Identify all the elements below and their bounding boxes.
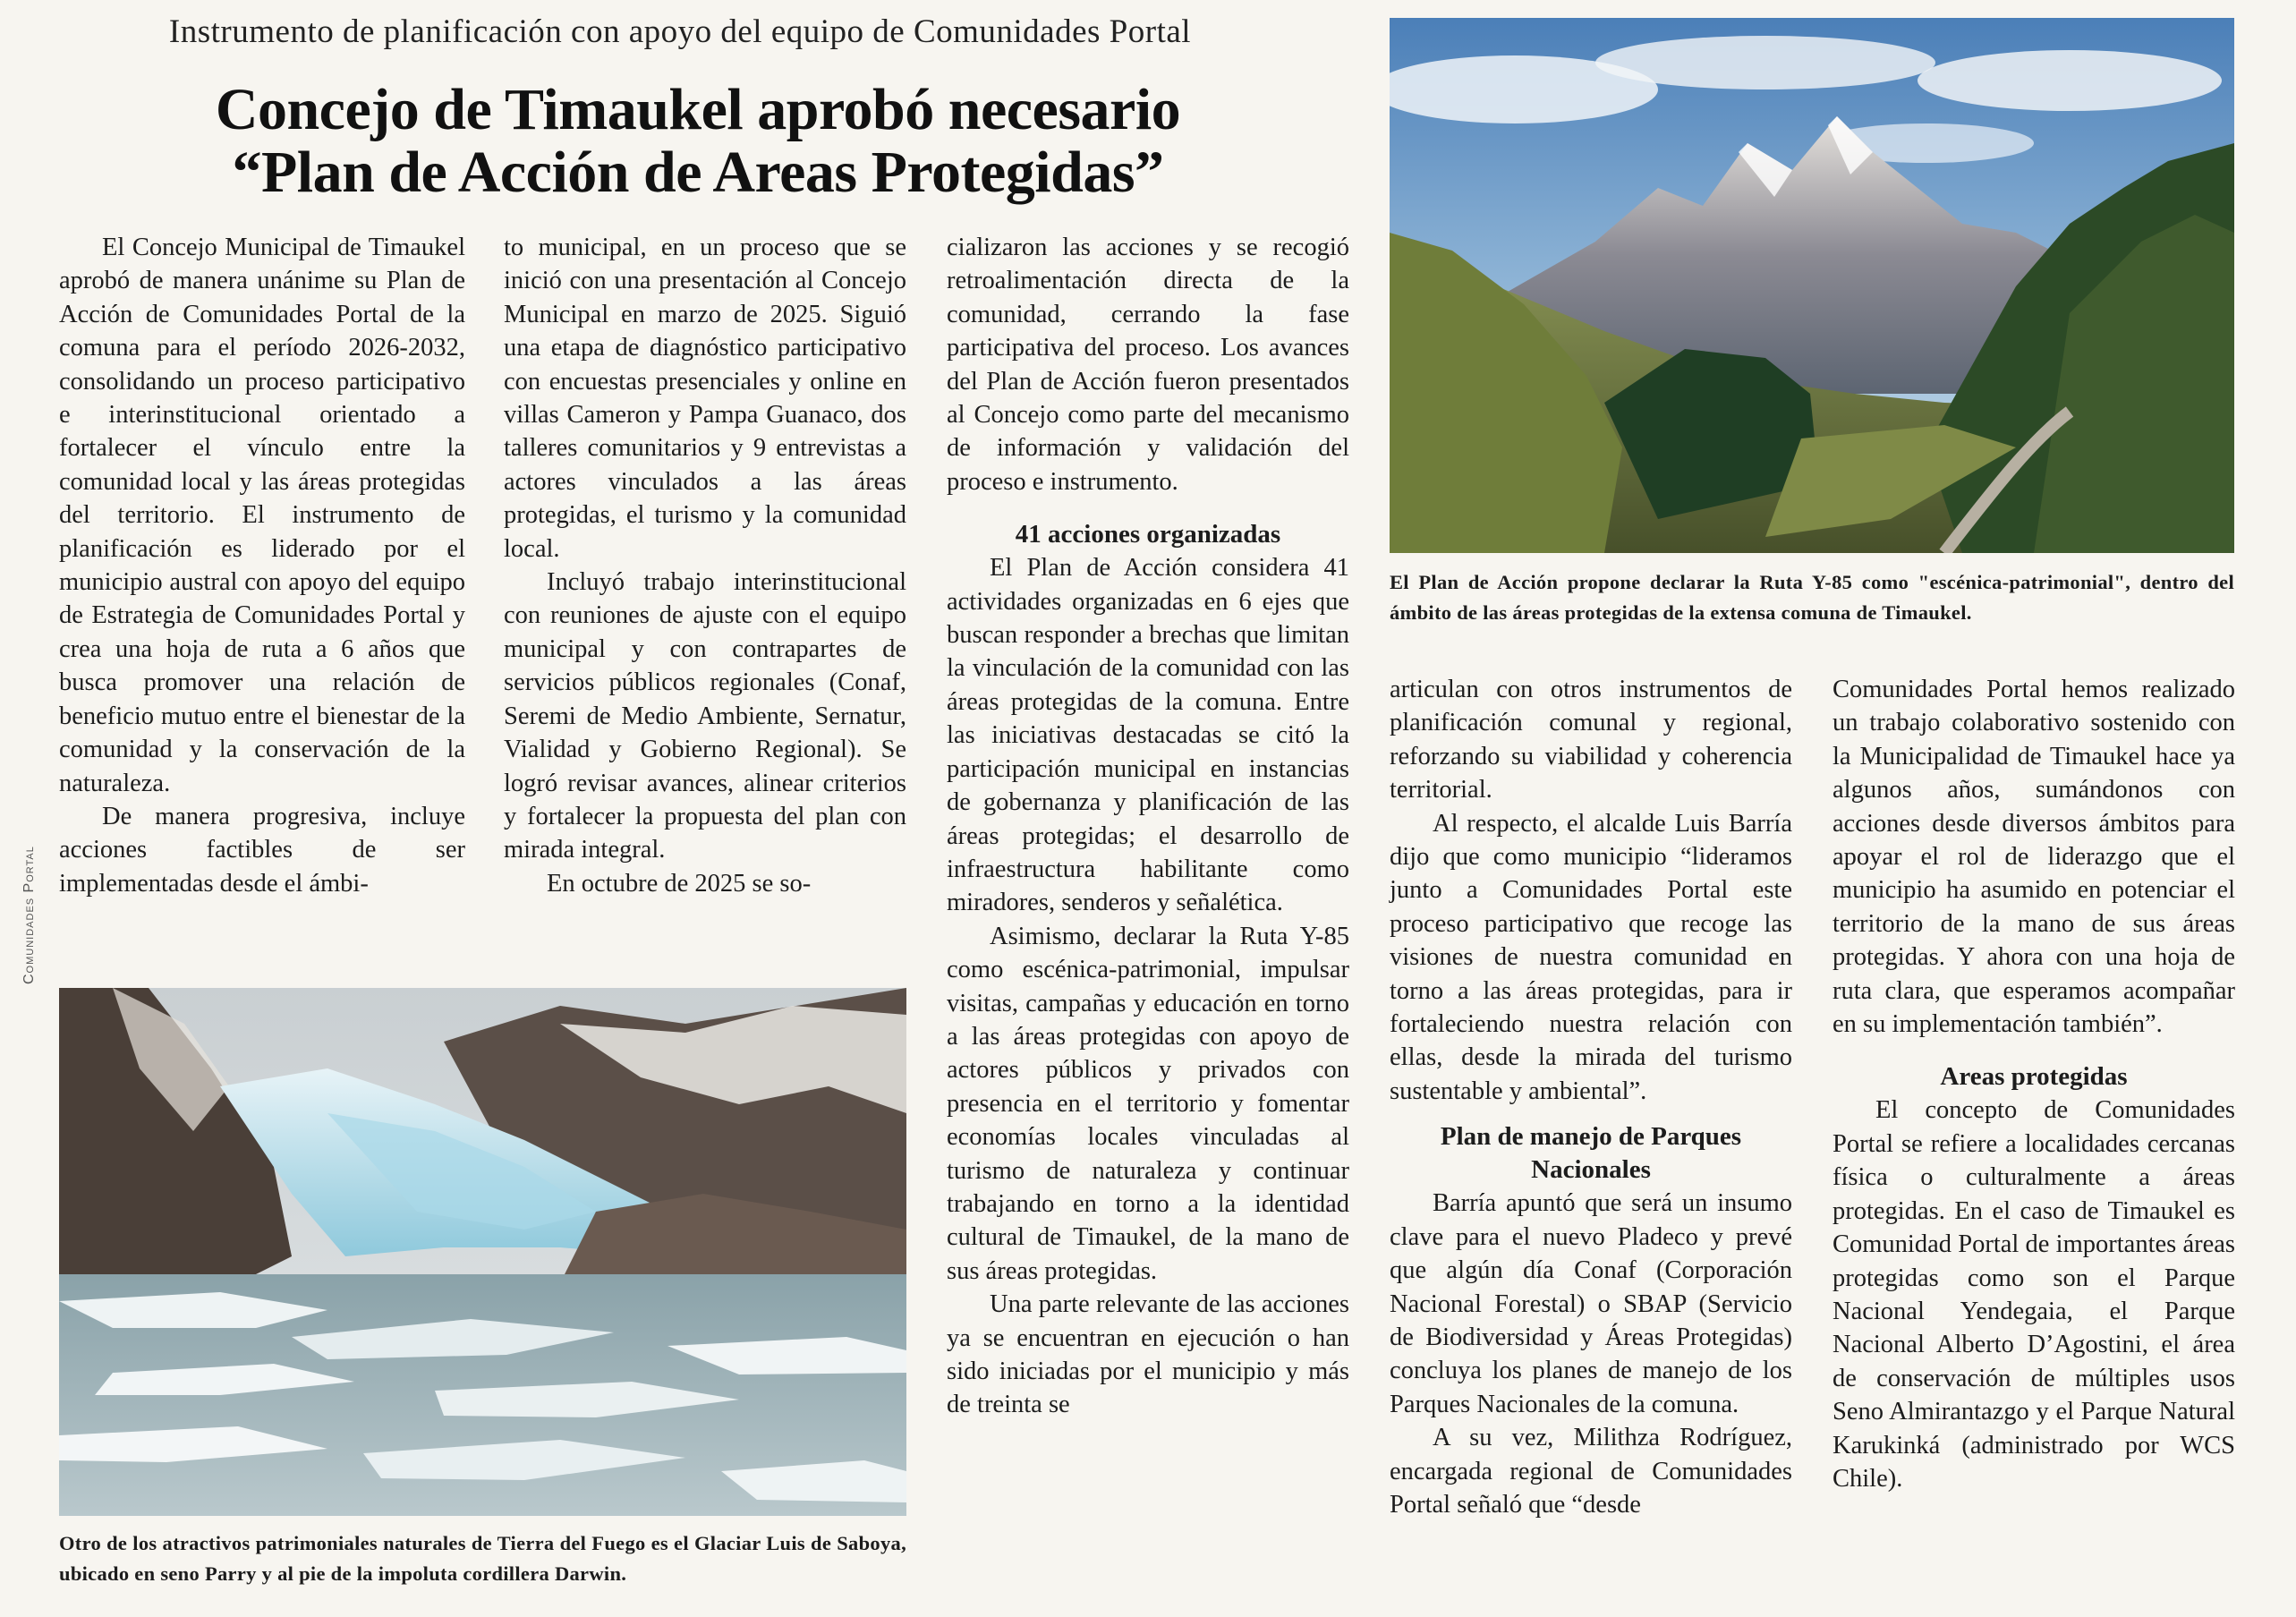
- glacier-image: [59, 988, 906, 1516]
- paragraph: El Concejo Municipal de Timaukel aprobó de manera unánime su Plan de Acción de Comunidades Portal de la comuna para el período 2026-2032, consolidando un proceso participativo e interinstitucional orientado a fortalecer el vínculo entre la comunidad local y las áreas protegidas del territorio. El instrumento de planificación es liderado por el municipio austral con apoyo del equipo de Estrategia de Comunidades Portal y crea una hoja de ruta a 6 años que busca promover una relación de beneficio mutuo entre el bienestar de la comunidad y la conservación de la naturaleza.: [59, 234, 465, 797]
- paragraph: articulan con otros instrumentos de planificación comunal y regional, reforzando su viabilidad y coherencia territorial.: [1390, 676, 1792, 804]
- paragraph: Incluyó trabajo interinstitucional con reuniones de ajuste con el equipo municipal y con contrapartes de servicios públicos regionales (Conaf, Seremi de Medio Ambiente, Sernatur, Vialidad y Gobierno Regional). Se logró revisar avances, alinear criterios y fortalecer la propuesta del plan con mirada integral.: [504, 568, 906, 864]
- glacier-photo: [59, 988, 906, 1516]
- glacier-photo-caption: Otro de los atractivos patrimoniales naturales de Tierra del Fuego es el Glaciar Luis de Saboya, ubicado en seno Parry y al pie de la impoluta cordillera Darwin.: [59, 1532, 906, 1585]
- paragraph: De manera progresiva, incluye acciones factibles de ser implementadas desde el ámbi-: [59, 802, 465, 898]
- paragraph: Al respecto, el alcalde Luis Barría dijo que como municipio “lideramos junto a Comunidades Portal este proceso participativo que recoge las visiones de nuestra comunidad en torno a las áreas protegidas, para ir fortaleciendo nuestra relación con ellas, desde la mirada del turismo sustentable y ambiental”.: [1390, 809, 1792, 1105]
- column-3: [947, 231, 1349, 1422]
- paragraph: Barría apuntó que será un insumo clave para el nuevo Pladeco y prevé que algún día Conaf (Corporación Nacional Forestal) o SBAP (Servicio de Biodiversidad y Áreas Protegidas) concluya los planes de manejo de los Parques Nacionales de la comuna.: [1390, 1189, 1792, 1418]
- column-1: [59, 231, 465, 900]
- column-5: [1833, 673, 2235, 1495]
- paragraph: El Plan de Acción considera 41 actividades organizadas en 6 ejes que buscan responder a brechas que limitan la vinculación de la comunidad con las áreas protegidas de la comuna. Entre las iniciativas destacadas se citó la participación municipal en instancias de gobernanza y planificación de las áreas protegidas; el desarrollo de infraestructura habilitante como miradores, senderos y señalética.: [947, 554, 1349, 917]
- section-heading: Areas protegidas: [1940, 1062, 2128, 1092]
- section-heading: 41 acciones organizadas: [1015, 520, 1281, 549]
- paragraph: to municipal, en un proceso que se inició con una presentación al Concejo Municipal en marzo de 2025. Siguió una etapa de diagnóstico participativo con encuestas presenciales y online en villas Cameron y Pampa Guanaco, dos talleres comunitarios y 9 entrevistas a actores vinculados a las áreas protegidas, el turismo y la comunidad local.: [504, 234, 906, 563]
- paragraph: En octubre de 2025 se so-: [547, 869, 812, 898]
- mountain-photo-caption: El Plan de Acción propone declarar la Ruta Y-85 como "escénica-patrimonial", dentro del ámbito de las áreas protegidas de la extensa comuna de Timaukel.: [1390, 571, 2234, 624]
- paragraph: cializaron las acciones y se recogió retroalimentación directa de la comunidad, cerrando la fase participativa del proceso. Los avances del Plan de Acción fueron presentados al Concejo como parte del mecanismo de información y validación del proceso e instrumento.: [947, 234, 1349, 496]
- paragraph: Asimismo, declarar la Ruta Y-85 como escénica-patrimonial, impulsar visitas, campañas y educación en torno a las áreas protegidas con apoyo de actores públicos y privados con presencia en el territorio y fomentar economías locales vinculadas al turismo de naturaleza y continuar trabajando en torno a la identidad cultural de Timaukel, de la mano de sus áreas protegidas.: [947, 922, 1349, 1285]
- headline-line-2: “Plan de Acción de Areas Protegidas”: [232, 140, 1164, 205]
- column-4: [1390, 673, 1792, 1521]
- headline-line-1: Concejo de Timaukel aprobó necesario: [215, 77, 1181, 142]
- section-heading: Plan de manejo de Parques Nacionales: [1440, 1122, 1742, 1185]
- article-kicker: Instrumento de planificación con apoyo del equipo de Comunidades Portal: [168, 13, 1192, 50]
- photo-credit: Comunidades Portal: [21, 846, 37, 984]
- paragraph: Una parte relevante de las acciones ya se encuentran en ejecución o han sido iniciadas por el municipio y más de treinta se: [947, 1290, 1349, 1419]
- paragraph: A su vez, Milithza Rodríguez, encargada regional de Comunidades Portal señaló que “desde: [1390, 1424, 1792, 1519]
- mountain-landscape-image: [1390, 18, 2234, 553]
- article-headline: [54, 79, 1342, 204]
- paragraph: El concepto de Comunidades Portal se refiere a localidades cercanas física o culturalmente a áreas protegidas. En el caso de Timaukel es Comunidad Portal de importantes áreas protegidas como son el Parque Nacional Yendegaia, el Parque Nacional Alberto D’Agostini, el área de conservación de múltiples usos Seno Almirantazgo y el Parque Natural Karukinká (administrado por WCS Chile).: [1833, 1096, 2235, 1493]
- column-2: [504, 231, 906, 900]
- paragraph: Comunidades Portal hemos realizado un trabajo colaborativo sostenido con la Municipalidad de Timaukel hace ya algunos años, sumándonos con acciones desde diversos ámbitos para apoyar el rol de liderazgo que el municipio ha asumido en potenciar el territorio de la mano de sus áreas protegidas. Y ahora con una hoja de ruta clara, que esperamos acompañar en su implementación también”.: [1833, 676, 2235, 1039]
- mountain-road-photo: [1390, 18, 2234, 553]
